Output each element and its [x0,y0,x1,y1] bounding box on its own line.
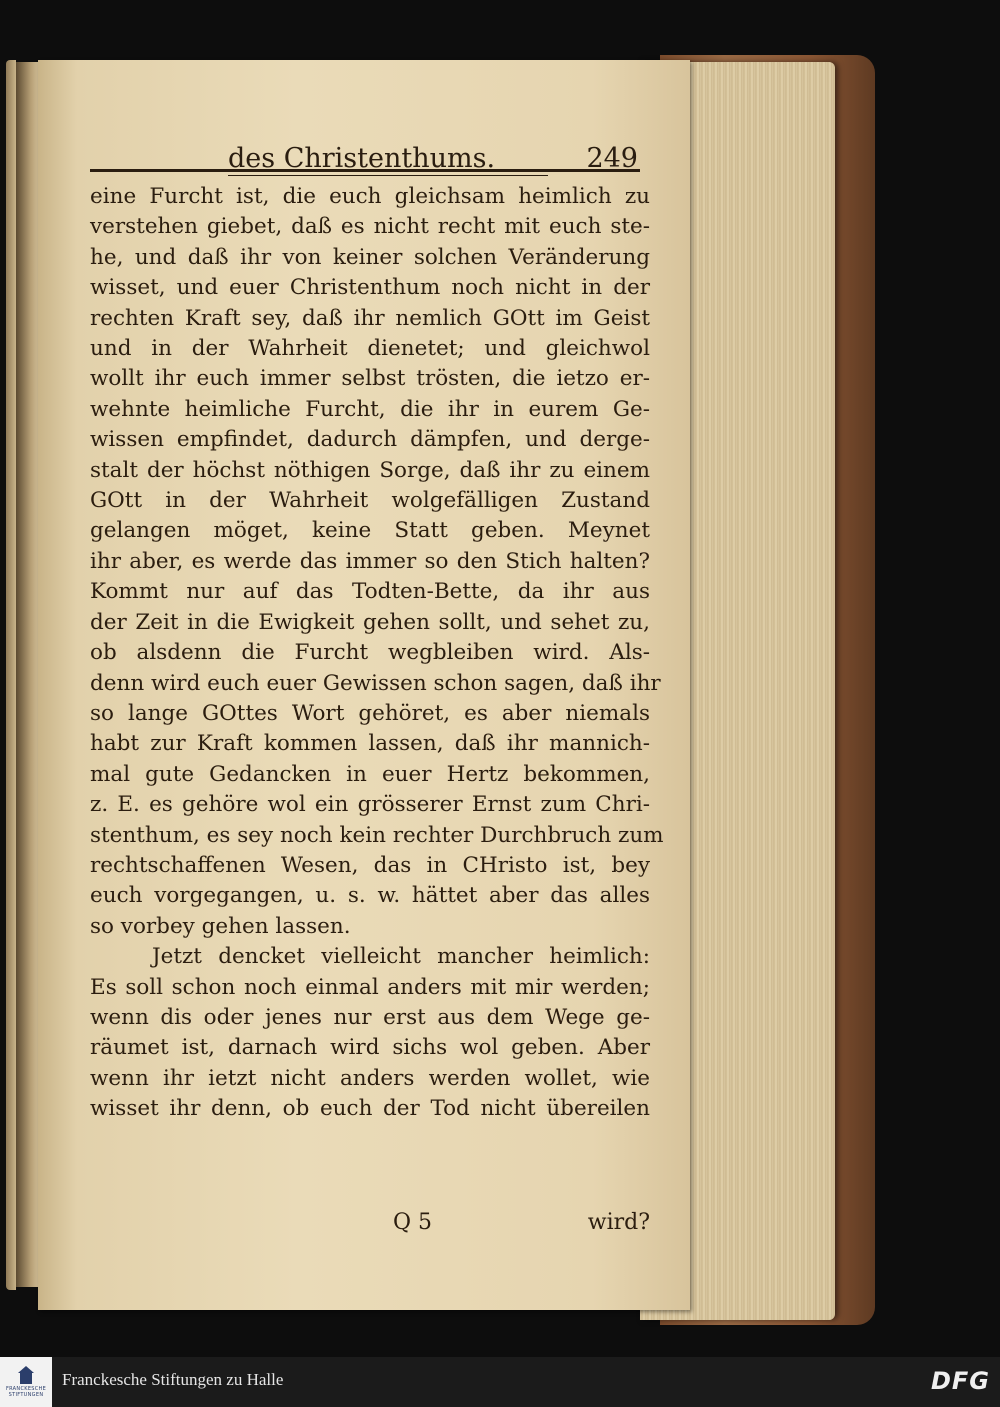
text-line: habt zur Kraft kommen lassen, daß ihr mannich- [90,731,650,757]
text-line: z. E. es gehöre wol ein grösserer Ernst zum Chri- [90,792,650,818]
text-line: Kommt nur auf das Todten-Bette, da ihr aus [90,579,650,605]
text-line: Jetzt dencket vielleicht mancher heimlich: [152,944,650,970]
text-line: wisset, und euer Christenthum noch nicht in der [90,275,650,301]
text-line: GOtt in der Wahrheit wolgefälligen Zustand [90,488,650,514]
institution-logo[interactable] [0,1357,52,1407]
catchword: wird? [587,1210,650,1235]
text-line: stalt der höchst nöthigen Sorge, daß ihr zu einem [90,457,650,483]
text-line: stenthum, es sey noch kein rechter Durchbruch zum [90,822,664,848]
text-line: he, und daß ihr von keiner solchen Veränderung [90,244,650,270]
text-line: gelangen möget, keine Statt geben. Meynet [90,518,650,544]
text-line: Es soll schon noch einmal anders mit mir werden; [90,974,650,1000]
text-line: verstehen giebet, daß es nicht recht mit euch ste- [90,214,650,240]
dfg-logo[interactable]: DFG [930,1367,990,1395]
building-icon [16,1366,36,1386]
text-line: denn wird euch euer Gewissen schon sagen, daß ihr [90,670,661,696]
text-line: rechten Kraft sey, daß ihr nemlich GOtt im Geist [90,305,650,331]
signature-mark: Q 5 [393,1210,433,1235]
institution-name: Franckesche Stiftungen zu Halle [62,1370,284,1389]
book-page [38,60,690,1310]
header-rule [90,169,640,172]
text-line: räumet ist, darnach wird sichs wol geben. Aber [90,1035,650,1061]
text-line: wisset ihr denn, ob euch der Tod nicht übereilen [90,1096,650,1122]
text-line: wenn ihr ietzt nicht anders werden wollet, wie [90,1065,650,1091]
viewer-footer [0,1357,1000,1407]
text-line: wehnte heimliche Furcht, die ihr in eurem Ge- [90,396,650,422]
text-line: eine Furcht ist, die euch gleichsam heimlich zu [90,184,650,209]
left-page-edge [6,60,16,1290]
text-line: wollt ihr euch immer selbst trösten, die ietzo er- [90,366,650,392]
text-line: ob alsdenn die Furcht wegbleiben wird. Als- [90,640,650,666]
text-line: wenn dis oder jenes nur erst aus dem Wege ge- [90,1004,650,1030]
running-title: des Christenthums. [228,143,496,174]
body-text [90,182,664,1125]
running-head [188,130,638,174]
text-line: und in der Wahrheit dienetet; und gleichwol [90,336,650,362]
text-line: rechtschaffenen Wesen, das in CHristo ist, bey [90,852,650,878]
text-line: so vorbey gehen lassen. [90,913,351,939]
book-gutter [16,62,40,1287]
text-line: so lange GOttes Wort gehöret, es aber niemals [90,700,650,726]
page-number: 249 [586,143,638,174]
logo-text-1: FRANCKESCHE [5,1386,47,1392]
header-rule-thin [228,175,548,176]
text-line: wissen empfindet, dadurch dämpfen, und derge- [90,427,650,453]
text-line: ihr aber, es werde das immer so den Stich halten? [90,548,650,574]
logo-text-2: STIFTUNGEN [8,1392,44,1398]
text-line: euch vorgegangen, u. s. w. hättet aber das alles [90,883,650,909]
text-line: der Zeit in die Ewigkeit gehen sollt, und sehet zu, [90,609,650,635]
catch-line [90,1210,650,1242]
text-line: mal gute Gedancken in euer Hertz bekommen, [90,761,650,787]
